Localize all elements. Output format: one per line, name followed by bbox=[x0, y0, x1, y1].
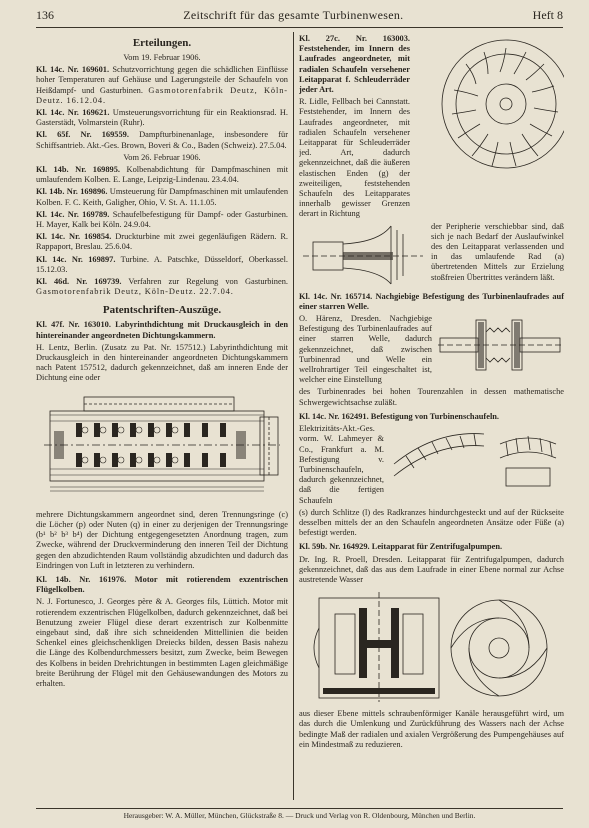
entry-class: Kl. 46d. bbox=[36, 277, 70, 287]
entry-text: Kolbenabdichtung für Dampfmaschinen mit umlaufendem Kolben. bbox=[36, 165, 289, 185]
flexible-mounting-drawing bbox=[436, 314, 564, 376]
abstract-text-r4a: Dr. Ing. R. Proell, Dresden. Leitapparat für Zentrifugalpumpen, dadurch gekennzeichnet, daß das aus dem Laufrade in einer Ebene normal zur Achse austretende Wasser bbox=[299, 554, 564, 584]
guide-apparatus-section-drawing bbox=[299, 222, 427, 288]
entry-firm: E. Lange, Leipzig-Lindenau. 23.4.04. bbox=[112, 175, 239, 185]
abstract-text-r3a: Elektrizitäts-Akt.-Ges. vorm. W. Lahmeyer & Co., Frankfurt a. M. Befestigung v. Turbinenschaufeln, dadurch gekennzeichnet, daß die fertigen Schaufeln bbox=[299, 424, 384, 505]
abstract-text-2: N. J. Fortunesco, J. Georges père & A. Georges fils, Lüttich. Motor mit rotierendem exzentrischen Flügelkolben, dadurch gekennzeichnet, daß bei Benutzung zweier Flügel diese derart exzentrisch zur Kolbenmitte eingebaut sind, daß ihre sich schneidenden Mittellinien die beiden Schenkel eines gleichschenkligen Dreiecks bilden, dessen Basis nahezu die Länge des Kolbendurchmessers besitzt, zum Zwecke, beim Bewegen des Kolbens in beiden Drehrichtungen in bestimmten Lagen gleichmäßige breite Berührung der Flügel mit den Gehäusewandungen des Motors zu erhalten. bbox=[36, 597, 288, 688]
entry-class: Kl. 14c. bbox=[36, 65, 65, 75]
blade-fixing-drawing bbox=[388, 424, 564, 498]
abstract-text-1b: mehrere Dichtungskammern angeordnet sind, deren Trennungsringe (c) die Löcher (p) oder Nuten (q) in einer zu derjenigen der Trennungsringe (b¹ b² b³ b⁴) der Dichtung entgegengesetzten Anordnung tragen, zum Zwecke, während der Druckverminderung den inneren Teil der Dichtung gegen den abzudichtenden Raum vollständig abzudichten und dadurch das Eindringen von Luft in letzteren zu verhindern. bbox=[36, 509, 288, 570]
header-rule bbox=[36, 27, 563, 28]
page-number: 136 bbox=[36, 8, 54, 22]
entry-class: Kl. 14c. bbox=[36, 232, 66, 242]
entry-firm: Akt.-Ges. Brown, Boveri & Co., Baden (Schweiz). 27.5.04. bbox=[86, 140, 287, 150]
date-line-2: Vom 26. Februar 1906. bbox=[123, 152, 201, 162]
entry-text: Schaufelbefestigung für Dampf- oder Gasturbinen. bbox=[112, 209, 289, 219]
grant-entry-5 bbox=[36, 187, 288, 207]
entry-class: Kl. 14c. bbox=[36, 209, 65, 219]
journal-title: Zeitschrift für das gesamte Turbinenwesen. bbox=[183, 8, 404, 22]
entry-number: Nr. 169559. bbox=[80, 130, 129, 140]
grant-entry-2 bbox=[36, 108, 288, 128]
abstract-block-r2 bbox=[299, 314, 564, 387]
entry-firm: A. Patschke, Düsseldorf, Oberkassel. 15.12.03. bbox=[36, 254, 289, 274]
entry-number: Nr. 169896. bbox=[66, 187, 108, 197]
abstract-heading-2: Kl. 14b. Nr. 161976. Motor mit rotierendem exzentrischen Flügelkolben. bbox=[36, 574, 288, 595]
entry-text: Umsteuerungsvorrichtung für ein Reaktionsrad. bbox=[112, 108, 277, 118]
left-column bbox=[36, 34, 288, 691]
centrifugal-pump-drawing bbox=[299, 588, 564, 706]
abstract-text-r2b: des Turbinenrades bei hohen Tourenzahlen in dessen mathematische Schwergewichtsachse zuläßt. bbox=[299, 387, 564, 407]
entry-number: Nr. 169854. bbox=[69, 232, 112, 242]
labyrinth-seal-drawing bbox=[36, 387, 288, 507]
imprint-footer: Herausgeber: W. A. Müller, München, Glückstraße 8. — Druck und Verlag von R. Oldenbourg, München und Berlin. bbox=[36, 808, 563, 820]
column-divider bbox=[293, 32, 294, 800]
figure-centrifugal-pump bbox=[299, 588, 564, 706]
abstract-heading-r3: Kl. 14c. Nr. 162491. Befestigung von Turbinenschaufeln. bbox=[299, 411, 500, 421]
entry-text: Umsteuerung für Dampfmaschinen mit umlaufenden Kolben. bbox=[36, 187, 289, 207]
entry-class: Kl. 14b. bbox=[36, 187, 65, 197]
entry-class: Kl. 14c. bbox=[36, 254, 67, 264]
figure-guide-apparatus-section bbox=[299, 222, 427, 288]
figure-flexible-mounting bbox=[436, 314, 564, 376]
abstract-text-r1b: der Peripherie verschiebbar sind, daß sich je nach Bedarf der Auslaufwinkel des den Leitapparat verlassenden und in das umlaufende Rad (a) übertretenden Mittels zur Erzielung stoßfreien Übertrittes verändern läßt. bbox=[431, 221, 564, 282]
entry-text: Verfahren zur Regelung von Gasturbinen. bbox=[128, 277, 288, 287]
figure-labyrinth-seal bbox=[36, 387, 288, 507]
abstract-block-r3 bbox=[299, 424, 564, 508]
abstract-heading-r4: Kl. 59b. Nr. 164929. Leitapparat für Zentrifugalpumpen. bbox=[299, 542, 503, 552]
entry-firm: Gasmotorenfabrik Deutz, Köln-Deutz. 16.12.04. bbox=[36, 85, 288, 105]
abstract-text-r3b: (s) durch Schlitze (l) des Radkranzes hindurchgesteckt und auf der Rückseite desselben mittels der an den Schaufeln angeordneten Ansätze oder Füße (a) befestigt werden. bbox=[299, 507, 564, 538]
section-title-erteilungen: Erteilungen. bbox=[132, 37, 192, 49]
entry-text: Druckturbine mit zwei gegenläufigen Rädern. bbox=[115, 232, 277, 242]
entry-number: Nr. 169789. bbox=[67, 209, 110, 219]
right-column bbox=[299, 34, 564, 752]
figure-guide-apparatus bbox=[414, 34, 564, 210]
abstract-heading-1: Kl. 47f. Nr. 163010. Labyrinthdichtung mit Druckausgleich in den hintereinander angeordneten Dichtungskammern. bbox=[36, 320, 288, 340]
abstract-text-r2a: O. Härenz, Dresden. Nachgiebige Befestigung des Turbinenlaufrades auf einer starren Welle, dadurch gekennzeichnet, daß zwischen Turbinenrad und Welle ein wellrohrartiger Teil eingeschaltet ist, welcher eine Einstellung bbox=[299, 314, 432, 385]
entry-firm: Gasmotorenfabrik Deutz, Köln-Deutz. 22.7.04. bbox=[36, 287, 234, 297]
figure-blade-fixing bbox=[388, 424, 564, 498]
grant-entry-3 bbox=[36, 130, 288, 150]
entry-class: Kl. 65f. bbox=[36, 130, 71, 140]
abstract-heading-r2: Kl. 14c. Nr. 165714. Nachgiebige Befestigung des Turbinenlaufrades auf einer starren Welle. bbox=[299, 291, 564, 311]
entry-firm: F. C. Keith, Galigher, Ohio, V. St. A. 11.1.05. bbox=[64, 197, 217, 207]
entry-number: Nr. 169739. bbox=[76, 277, 122, 287]
entry-class: Kl. 14c. bbox=[36, 108, 65, 118]
grant-entry-6 bbox=[36, 210, 288, 230]
entry-firm: H. Mayer, Kalk bei Köln. 24.9.04. bbox=[36, 220, 151, 230]
guide-apparatus-drawing bbox=[414, 34, 564, 210]
entry-text: Dampfturbinenanlage, insbesondere für Schiffsantrieb. bbox=[36, 130, 289, 150]
entry-firm: H. Gasterstädt, Volmarstein (Ruhr). bbox=[36, 108, 289, 128]
grant-entry-7 bbox=[36, 232, 288, 252]
entry-text: Schutzvorrichtung gegen die schädlichen Einflüsse hoher Temperaturen auf Gehäuse und Lagerungsteile der Schaufeln von Heißdampf- und Gasturbinen. bbox=[36, 65, 288, 95]
entry-number: Nr. 169601. bbox=[67, 65, 110, 75]
abstract-text-1a: H. Lentz, Berlin. (Zusatz zu Pat. Nr. 157512.) Labyrinthdichtung mit Druckausgleich in den hintereinander angeordneten Dichtungskammern nach Patent 157512, dadurch gekennzeichnet, daß am inneren Ende der Dichtung eine oder bbox=[36, 342, 288, 383]
entry-firm: R. Rappaport, Breslau. 25.6.04. bbox=[36, 232, 289, 252]
section-title-auszuege: Patentschriften-Auszüge. bbox=[102, 304, 222, 317]
entry-number: Nr. 169897. bbox=[71, 254, 116, 264]
entry-class: Kl. 14b. bbox=[36, 165, 69, 175]
abstract-heading-r1: Kl. 27c. Nr. 163003. Feststehender, im Innern des Laufrades angeordneter, mit radialen Schaufeln versehener Leitapparat f. Schleuderräder jeder Art. bbox=[299, 34, 410, 95]
grant-entry-9 bbox=[36, 277, 288, 297]
running-header bbox=[36, 8, 563, 28]
abstract-block-r1-cont bbox=[299, 222, 564, 288]
grant-entry-4 bbox=[36, 165, 288, 185]
entry-number: Nr. 169621. bbox=[67, 108, 110, 118]
abstract-text-r4b: aus dieser Ebene mittels schraubenförmiger Kanäle herausgeführt wird, um das durch die Umlenkung und Zurückführung des Wassers nach der Achse bedingte Maß der radialen und axialen Vergrößerung des Pumpengehäuses auf ein Mindestmaß zu reduzieren. bbox=[299, 709, 564, 749]
grant-entry-8 bbox=[36, 255, 288, 275]
abstract-text-r1a: R. Lidle, Fellbach bei Cannstatt. Feststehender, im Innern des Laufrades angeordneter, mit radialen Schaufeln versehener Leitapparat für Schleuderräder jed. Art, dadurch gekennzeichnet, daß die äußeren elastischen Enden (g) der zweiteiligen, feststehenden Schaufeln des Leitapparates innerhalb gewisser Grenzen derart in Richtung bbox=[299, 97, 410, 219]
abstract-block-r1 bbox=[299, 34, 564, 222]
entry-text: Turbine. bbox=[120, 254, 149, 264]
issue-number: Heft 8 bbox=[532, 8, 563, 22]
entry-number: Nr. 169895. bbox=[75, 165, 120, 175]
grant-entry-1 bbox=[36, 65, 288, 106]
date-line-1: Vom 19. Februar 1906. bbox=[123, 53, 201, 62]
